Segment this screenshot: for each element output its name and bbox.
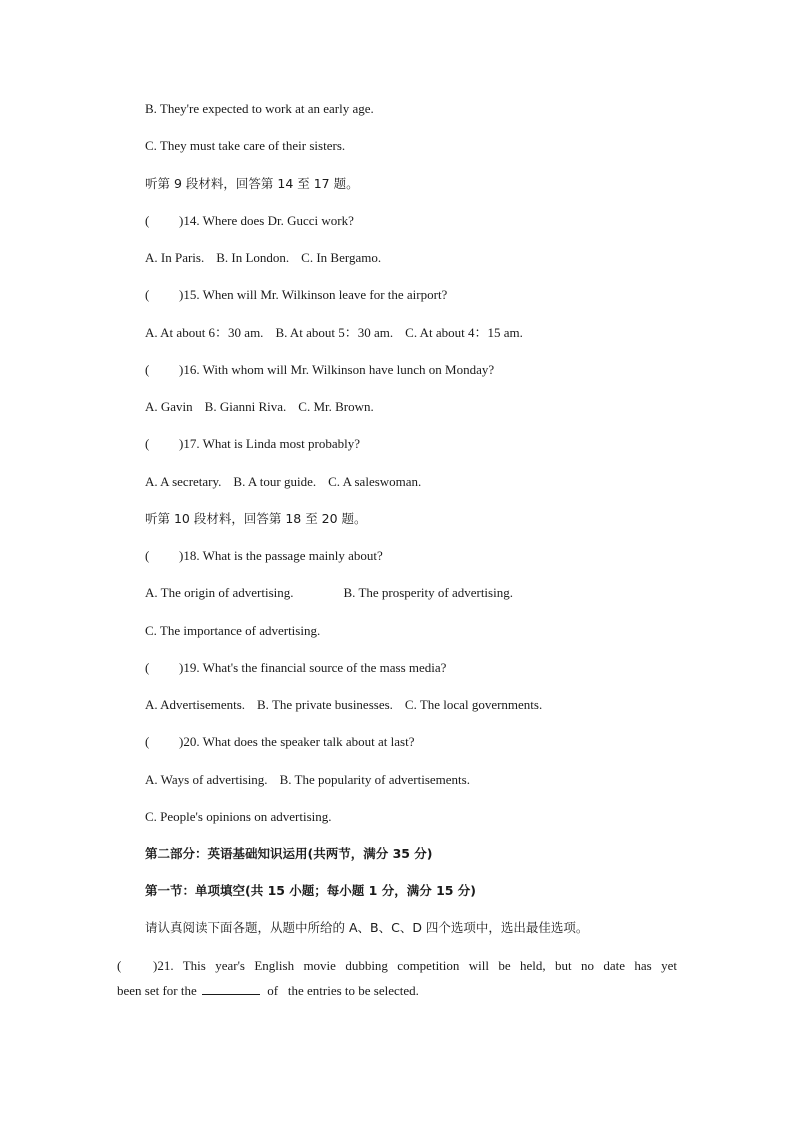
section-heading: 听第 10 段材料，回答第 18 至 20 题。	[145, 511, 367, 526]
question-14	[145, 213, 354, 229]
part-heading: 第二部分：英语基础知识运用(共两节，满分 35 分)	[145, 846, 433, 861]
question-text: )18. What is the passage mainly about?	[179, 548, 383, 563]
option-b: B. The private businesses.	[257, 697, 393, 712]
question-17	[145, 436, 360, 452]
question-text: )16. With whom will Mr. Wilkinson have lunch on Monday?	[179, 362, 495, 377]
option-c: C. The importance of advertising.	[145, 623, 321, 638]
question-text: )17. What is Linda most probably?	[179, 436, 361, 451]
answer-paren: (	[145, 213, 150, 228]
question-21	[117, 958, 677, 974]
option-c: C. A saleswoman.	[328, 474, 422, 489]
option-c: C. At about 4：15 am.	[405, 325, 523, 340]
option-b: B. At about 5：30 am.	[275, 325, 394, 340]
options-16	[145, 399, 374, 415]
option-a: A. At about 6：30 am.	[145, 325, 264, 340]
option-c: C. In Bergamo.	[301, 250, 382, 265]
options-17	[145, 474, 421, 490]
answer-paren: (	[145, 362, 150, 377]
option-a: A. Gavin	[145, 399, 193, 414]
answer-paren: (	[145, 548, 150, 563]
question-text: )21. This year's English movie dubbing competition will be held, but no date has yet	[153, 958, 677, 973]
option-a: A. The origin of advertising.	[145, 585, 294, 600]
fill-blank	[202, 982, 260, 995]
question-16	[145, 362, 494, 378]
question-text: )19. What's the financial source of the mass media?	[179, 660, 447, 675]
question-18	[145, 548, 383, 564]
section-heading: 听第 9 段材料，回答第 14 至 17 题。	[145, 176, 359, 191]
option-b: B. The prosperity of advertising.	[343, 585, 513, 600]
option-b: B. In London.	[216, 250, 290, 265]
options-19	[145, 697, 542, 713]
answer-paren: (	[145, 660, 150, 675]
option-c: C. People's opinions on advertising.	[145, 809, 332, 824]
option-a: A. A secretary.	[145, 474, 222, 489]
question-15	[145, 287, 447, 303]
question-text: )20. What does the speaker talk about at last?	[179, 734, 415, 749]
answer-paren: (	[145, 436, 150, 451]
question-19	[145, 660, 446, 676]
options-20	[145, 772, 470, 788]
options-18	[145, 585, 513, 601]
answer-paren: (	[145, 287, 150, 302]
options-15	[145, 325, 523, 341]
instructions: 请认真阅读下面各题，从题中所给的 A、B、C、D 四个选项中，选出最佳选项。	[145, 920, 589, 935]
option-a: A. Advertisements.	[145, 697, 246, 712]
options-14	[145, 250, 381, 266]
option-c: C. The local governments.	[404, 697, 543, 712]
question-21-continuation: been set for the of the entries to be selected.	[117, 983, 419, 998]
answer-paren: (	[145, 734, 150, 749]
option-c: C. Mr. Brown.	[298, 399, 374, 414]
option-line: C. They must take care of their sisters.	[145, 138, 346, 153]
option-b: B. Gianni Riva.	[204, 399, 287, 414]
option-b: B. The popularity of advertisements.	[279, 772, 470, 787]
question-20	[145, 734, 415, 750]
option-a: A. In Paris.	[145, 250, 205, 265]
question-text: )15. When will Mr. Wilkinson leave for the airport?	[179, 287, 448, 302]
option-a: A. Ways of advertising.	[145, 772, 268, 787]
subsection-heading: 第一节：单项填空(共 15 小题；每小题 1 分，满分 15 分)	[145, 883, 477, 898]
answer-paren: (	[117, 958, 122, 973]
option-line: B. They're expected to work at an early age.	[145, 101, 374, 116]
option-b: B. A tour guide.	[233, 474, 317, 489]
question-text: )14. Where does Dr. Gucci work?	[179, 213, 354, 228]
